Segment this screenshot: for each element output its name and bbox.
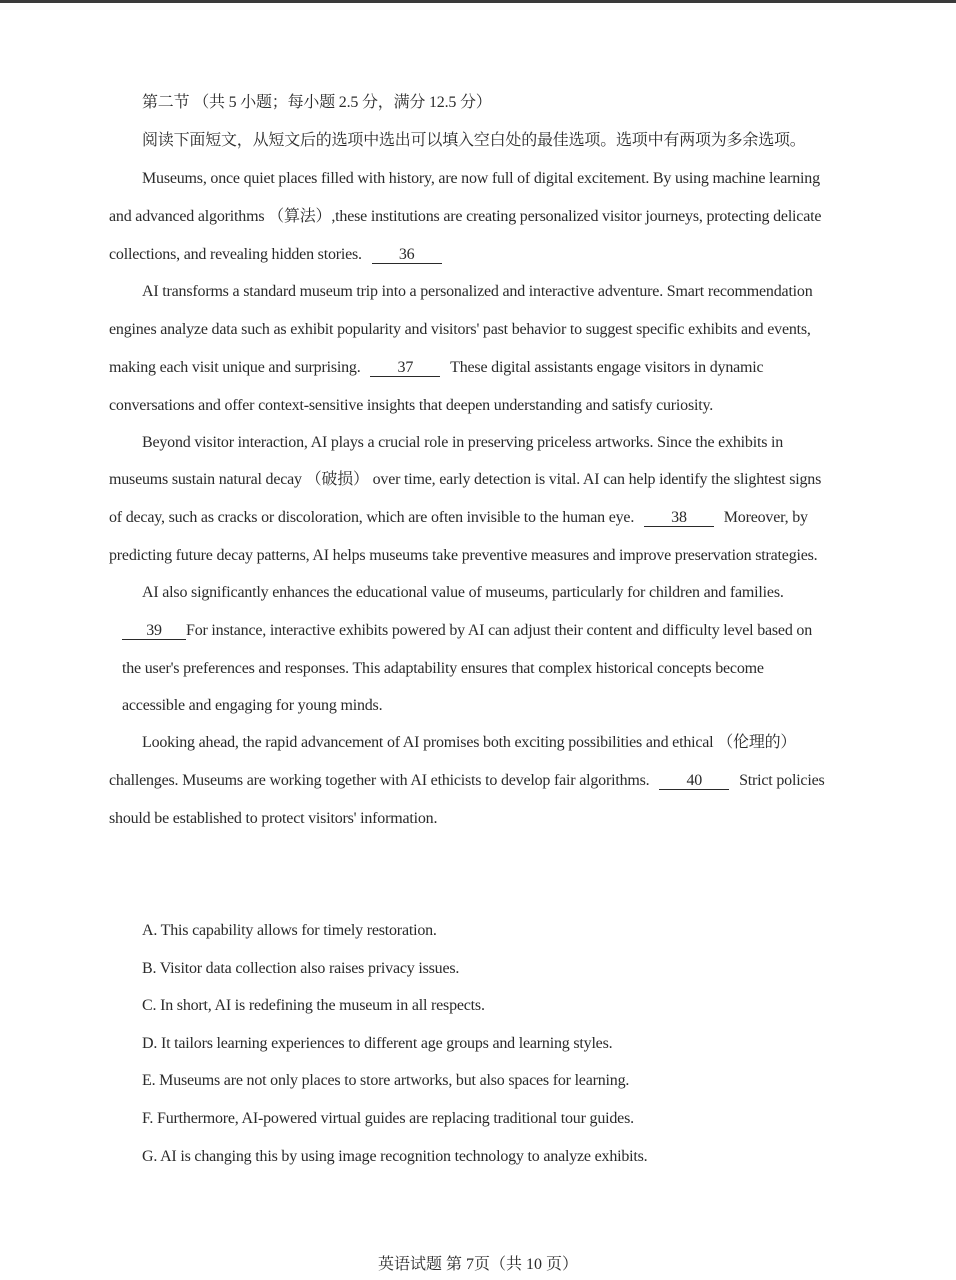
paragraph-1-line-1: Museums, once quiet places filled with history, are now full of digital excitement. By using machine learning <box>142 170 820 187</box>
paragraph-3-line-2: museums sustain natural decay （破损） over time, early detection is vital. AI can help identify the slightest signs <box>109 471 822 488</box>
paragraph-5-line-2 <box>109 771 825 791</box>
option-e: E. Museums are not only places to store artworks, but also spaces for learning. <box>142 1072 630 1089</box>
option-g: G. AI is changing this by using image recognition technology to analyze exhibits. <box>142 1148 648 1165</box>
paragraph-1-line-2: and advanced algorithms （算法）,these institutions are creating personalized visitor journeys, protecting delicate <box>109 208 822 225</box>
option-c: C. In short, AI is redefining the museum in all respects. <box>142 997 485 1014</box>
section-heading: 第二节 （共 5 小题；每小题 2.5 分，满分 12.5 分） <box>142 94 492 111</box>
paragraph-3-text-b: Moreover, by <box>723 509 808 526</box>
paragraph-1-line-3 <box>109 245 442 265</box>
paragraph-5-text-a: challenges. Museums are working together with AI ethicists to develop fair algorithms. <box>109 772 650 789</box>
paragraph-2-line-1: AI transforms a standard museum trip into a personalized and interactive adventure. Smart recommendation <box>142 283 813 300</box>
paragraph-5-line-1: Looking ahead, the rapid advancement of AI promises both exciting possibilities and ethical （伦理的） <box>142 734 797 751</box>
page-footer: 英语试题 第 7页（共 10 页） <box>377 1256 578 1273</box>
answer-blank-40: 40 <box>659 772 729 790</box>
paragraph-2-text-a: making each visit unique and surprising. <box>109 359 361 376</box>
option-b: B. Visitor data collection also raises privacy issues. <box>142 960 460 977</box>
paragraph-4-line-3: the user's preferences and responses. This adaptability ensures that complex historical concepts become <box>122 660 764 677</box>
section-instruction: 阅读下面短文，从短文后的选项中选出可以填入空白处的最佳选项。选项中有两项为多余选项。 <box>142 132 806 149</box>
paragraph-2-line-2: engines analyze data such as exhibit popularity and visitors' past behavior to suggest specific exhibits and events, <box>109 321 811 338</box>
answer-blank-37: 37 <box>370 359 440 377</box>
answer-blank-36: 36 <box>372 246 442 264</box>
paragraph-1-text: collections, and revealing hidden stories. <box>109 246 362 263</box>
paragraph-4-line-4: accessible and engaging for young minds. <box>122 697 383 714</box>
paragraph-5-text-b: Strict policies <box>739 772 825 789</box>
paragraph-4-line-2 <box>122 621 812 641</box>
paragraph-3-line-3 <box>109 508 808 528</box>
option-a: A. This capability allows for timely restoration. <box>142 922 437 939</box>
paragraph-2-line-4: conversations and offer context-sensitive insights that deepen understanding and satisfy curiosity. <box>109 397 714 414</box>
paragraph-3-text-a: of decay, such as cracks or discoloration, which are often invisible to the human eye. <box>109 509 635 526</box>
paragraph-2-line-3 <box>109 358 763 378</box>
paragraph-4-line-1: AI also significantly enhances the educational value of museums, particularly for children and families. <box>142 584 784 601</box>
option-d: D. It tailors learning experiences to different age groups and learning styles. <box>142 1035 613 1052</box>
paragraph-2-text-b: These digital assistants engage visitors in dynamic <box>450 359 764 376</box>
paragraph-3-line-1: Beyond visitor interaction, AI plays a crucial role in preserving priceless artworks. Since the exhibits in <box>142 434 784 451</box>
paragraph-5-line-3: should be established to protect visitors' information. <box>109 810 438 827</box>
paragraph-3-line-4: predicting future decay patterns, AI helps museums take preventive measures and improve preservation strategies. <box>109 547 818 564</box>
answer-blank-38: 38 <box>644 509 714 527</box>
answer-blank-39: 39 <box>122 622 186 640</box>
option-f: F. Furthermore, AI-powered virtual guides are replacing traditional tour guides. <box>142 1110 634 1127</box>
paragraph-4-text-b: For instance, interactive exhibits powered by AI can adjust their content and difficulty level based on <box>186 622 813 639</box>
